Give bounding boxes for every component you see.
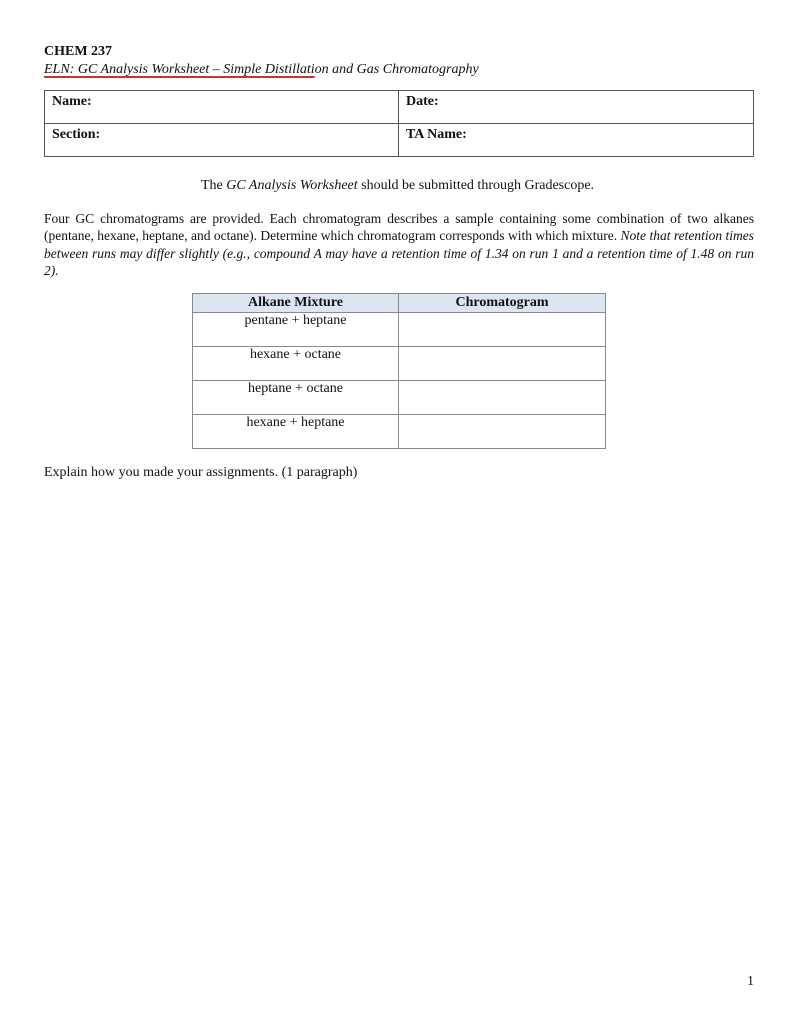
date-field[interactable] bbox=[399, 91, 754, 124]
info-row bbox=[45, 91, 754, 124]
student-info-table bbox=[44, 90, 754, 157]
chromatogram-answer-cell[interactable] bbox=[399, 313, 606, 347]
mixture-cell: pentane + heptane bbox=[193, 313, 399, 347]
mixture-cell: hexane + heptane bbox=[193, 415, 399, 449]
table-row bbox=[193, 313, 606, 347]
ta-name-field[interactable] bbox=[399, 124, 754, 157]
ta-name-label: TA Name: bbox=[406, 127, 467, 142]
subtitle-underlined-part: ELN: GC Analysis Worksheet – Simple Distillati bbox=[44, 62, 315, 77]
column-header-alkane-mixture: Alkane Mixture bbox=[193, 294, 399, 313]
mixture-cell: hexane + octane bbox=[193, 347, 399, 381]
worksheet-subtitle bbox=[44, 62, 479, 78]
date-label: Date: bbox=[406, 94, 439, 109]
instructions-note: Note that retention times between runs may differ slightly (e.g., compound A may have a retention time of 1.34 on run 1 and a retention time of 1.48 on run 2). bbox=[44, 228, 754, 278]
table-row bbox=[193, 347, 606, 381]
instructions-text: Four GC chromatograms are provided. Each chromatogram describes a sample containing some combination of two alkanes (pentane, hexane, heptane, and octane). Determine which chromatogram corresponds with which mixture. bbox=[44, 211, 754, 244]
mixture-cell: heptane + octane bbox=[193, 381, 399, 415]
table-row bbox=[193, 415, 606, 449]
name-label: Name: bbox=[52, 94, 92, 109]
submission-note bbox=[0, 178, 795, 194]
page-number: 1 bbox=[747, 974, 754, 989]
name-field[interactable] bbox=[45, 91, 399, 124]
section-field[interactable] bbox=[45, 124, 399, 157]
course-title: CHEM 237 bbox=[44, 44, 113, 59]
info-row bbox=[45, 124, 754, 157]
section-label: Section: bbox=[52, 127, 101, 142]
subtitle-rest-part: on and Gas Chromatography bbox=[314, 62, 479, 77]
submission-worksheet-name: GC Analysis Worksheet bbox=[226, 178, 358, 193]
table-header-row bbox=[193, 294, 606, 313]
instructions-paragraph bbox=[44, 210, 754, 279]
table-row bbox=[193, 381, 606, 415]
column-header-chromatogram: Chromatogram bbox=[399, 294, 606, 313]
chromatogram-answer-cell[interactable] bbox=[399, 381, 606, 415]
explanation-prompt: Explain how you made your assignments. (1 paragraph) bbox=[44, 465, 358, 480]
alkane-mixture-table bbox=[192, 293, 606, 449]
chromatogram-answer-cell[interactable] bbox=[399, 347, 606, 381]
submission-after: should be submitted through Gradescope. bbox=[357, 178, 595, 193]
chromatogram-answer-cell[interactable] bbox=[399, 415, 606, 449]
submission-before: The bbox=[200, 178, 227, 193]
